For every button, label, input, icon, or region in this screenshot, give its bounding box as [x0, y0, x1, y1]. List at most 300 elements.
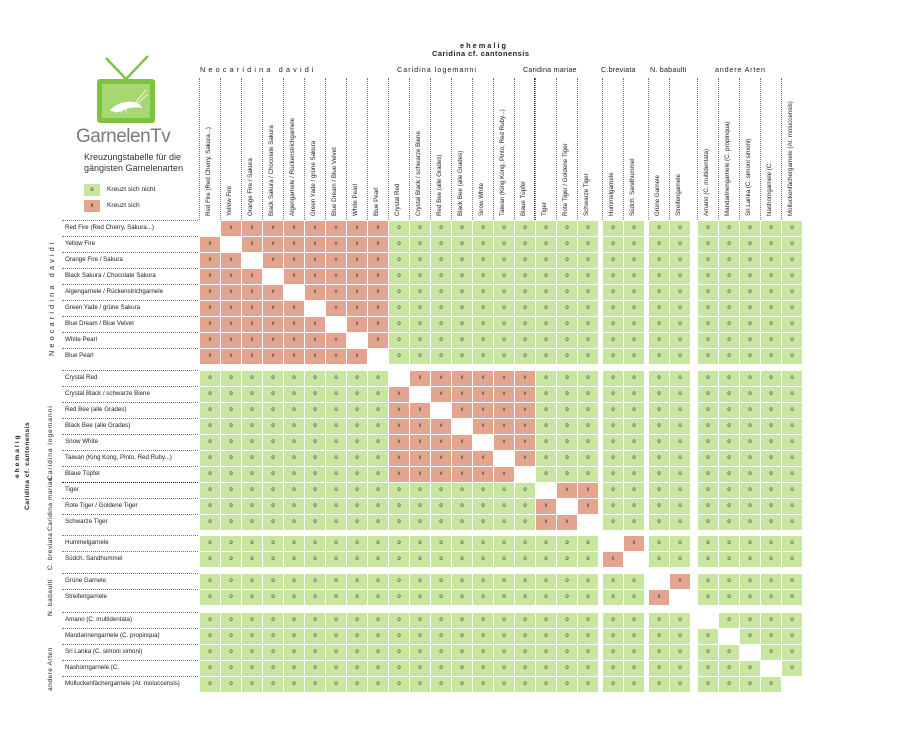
matrix-cell: o	[698, 435, 718, 450]
matrix-cell: o	[347, 574, 367, 589]
matrix-cell: x	[200, 317, 220, 332]
matrix-cell: o	[557, 613, 577, 628]
matrix-cell: o	[782, 467, 802, 482]
matrix-cell: x	[452, 387, 472, 402]
matrix-cell: o	[368, 387, 388, 402]
matrix-cell: o	[557, 451, 577, 466]
matrix-cell: o	[761, 515, 781, 530]
row-guide	[62, 332, 198, 333]
matrix-cell: o	[473, 349, 493, 364]
matrix-cell: x	[368, 333, 388, 348]
matrix-cell: o	[452, 552, 472, 567]
matrix-cell: o	[761, 221, 781, 236]
matrix-cell: o	[624, 515, 644, 530]
matrix-cell: o	[536, 435, 556, 450]
matrix-cell: x	[431, 435, 451, 450]
matrix-cell: o	[624, 285, 644, 300]
matrix-cell: o	[221, 574, 241, 589]
matrix-cell: o	[578, 613, 598, 628]
matrix-cell: o	[242, 661, 262, 676]
matrix-cell: o	[515, 269, 535, 284]
row-guide	[62, 628, 198, 629]
matrix-cell: o	[603, 483, 623, 498]
matrix-cell: o	[347, 499, 367, 514]
row-label: Crystal Red	[65, 374, 98, 381]
matrix-cell: o	[368, 419, 388, 434]
matrix-cell: o	[740, 552, 760, 567]
column-label: Blue Pearl	[373, 187, 380, 216]
matrix-cell: x	[305, 269, 325, 284]
matrix-cell: o	[719, 387, 739, 402]
matrix-cell: o	[326, 451, 346, 466]
matrix-cell: x	[284, 317, 304, 332]
matrix-cell: o	[698, 590, 718, 605]
matrix-cell: o	[389, 552, 409, 567]
matrix-cell: o	[431, 301, 451, 316]
matrix-cell: o	[603, 613, 623, 628]
matrix-cell: o	[536, 574, 556, 589]
matrix-cell: o	[719, 574, 739, 589]
matrix-cell: o	[389, 677, 409, 692]
row-label: Nashorngarnele (C.	[65, 664, 119, 671]
column-guide	[577, 78, 578, 220]
matrix-cell: o	[670, 371, 690, 386]
matrix-cell: o	[557, 333, 577, 348]
matrix-cell: o	[761, 333, 781, 348]
matrix-cell: x	[473, 419, 493, 434]
matrix-cell: o	[242, 677, 262, 692]
row-guide	[62, 589, 198, 590]
matrix-cell: o	[719, 221, 739, 236]
matrix-cell: o	[305, 387, 325, 402]
row-label: Black Sakura / Chocolate Sakura	[65, 272, 156, 279]
matrix-cell: o	[410, 349, 430, 364]
column-label: Tiger	[541, 202, 548, 216]
matrix-cell: o	[410, 613, 430, 628]
matrix-cell: o	[719, 419, 739, 434]
matrix-cell: o	[719, 590, 739, 605]
matrix-cell: x	[284, 237, 304, 252]
matrix-cell: o	[557, 269, 577, 284]
matrix-cell: o	[782, 371, 802, 386]
matrix-cell: o	[410, 661, 430, 676]
matrix-cell: o	[368, 590, 388, 605]
matrix-cell: o	[782, 269, 802, 284]
matrix-cell: x	[221, 301, 241, 316]
matrix-cell: o	[326, 590, 346, 605]
matrix-cell: o	[649, 451, 669, 466]
matrix-cell: o	[431, 237, 451, 252]
matrix-cell: o	[761, 301, 781, 316]
matrix-cell: x	[284, 269, 304, 284]
matrix-cell: o	[452, 613, 472, 628]
matrix-cell: o	[242, 451, 262, 466]
matrix-cell: o	[368, 536, 388, 551]
matrix-cell: o	[263, 629, 283, 644]
matrix-cell: o	[494, 677, 514, 692]
matrix-cell: o	[494, 333, 514, 348]
matrix-cell: o	[473, 483, 493, 498]
column-guide	[388, 78, 389, 220]
matrix-cell: o	[221, 645, 241, 660]
matrix-cell: o	[452, 317, 472, 332]
matrix-cell: o	[670, 285, 690, 300]
matrix-cell: o	[452, 237, 472, 252]
matrix-cell: o	[698, 317, 718, 332]
column-guide	[430, 78, 431, 220]
col-group-breviata: C.breviata	[601, 65, 636, 74]
matrix-cell: x	[326, 301, 346, 316]
top-header-cantonensis: Caridina cf. cantonensis	[432, 49, 530, 58]
matrix-cell: o	[200, 536, 220, 551]
matrix-cell: o	[284, 613, 304, 628]
matrix-cell: x	[515, 387, 535, 402]
matrix-cell: o	[452, 645, 472, 660]
matrix-cell: o	[670, 333, 690, 348]
matrix-cell: x	[410, 451, 430, 466]
matrix-cell: o	[670, 483, 690, 498]
matrix-cell: o	[305, 515, 325, 530]
matrix-cell: o	[473, 536, 493, 551]
matrix-cell: x	[431, 451, 451, 466]
matrix-cell: o	[410, 536, 430, 551]
matrix-cell: o	[578, 237, 598, 252]
matrix-cell: o	[719, 301, 739, 316]
matrix-cell: o	[536, 237, 556, 252]
column-label: Grüne Garnele	[654, 175, 661, 216]
matrix-cell: o	[578, 590, 598, 605]
matrix-cell: x	[305, 349, 325, 364]
matrix-cell: o	[221, 629, 241, 644]
column-guide	[669, 78, 670, 220]
matrix-cell: o	[515, 333, 535, 348]
matrix-cell: o	[452, 677, 472, 692]
matrix-cell: o	[557, 645, 577, 660]
matrix-cell: x	[557, 515, 577, 530]
column-label: Black Bee (alle Grades)	[457, 150, 464, 216]
matrix-cell: o	[761, 483, 781, 498]
matrix-cell: o	[305, 613, 325, 628]
matrix-cell: o	[670, 645, 690, 660]
matrix-cell: o	[670, 435, 690, 450]
matrix-cell: x	[431, 387, 451, 402]
matrix-cell: o	[719, 552, 739, 567]
matrix-cell: o	[557, 387, 577, 402]
matrix-cell: o	[494, 661, 514, 676]
matrix-cell: o	[649, 333, 669, 348]
matrix-cell: o	[578, 349, 598, 364]
matrix-cell: o	[515, 613, 535, 628]
matrix-cell: o	[698, 387, 718, 402]
matrix-cell: o	[368, 371, 388, 386]
matrix-cell: o	[410, 515, 430, 530]
column-guide	[325, 78, 326, 220]
row-guide	[62, 450, 198, 451]
matrix-cell: o	[284, 515, 304, 530]
matrix-cell: o	[368, 435, 388, 450]
matrix-cell: o	[670, 515, 690, 530]
matrix-cell: o	[782, 403, 802, 418]
column-guide	[623, 78, 624, 220]
row-guide	[62, 236, 198, 237]
matrix-cell: o	[347, 467, 367, 482]
matrix-cell: o	[698, 483, 718, 498]
matrix-cell: o	[782, 661, 802, 676]
matrix-cell: o	[221, 677, 241, 692]
matrix-cell: x	[200, 285, 220, 300]
matrix-cell: o	[473, 333, 493, 348]
matrix-cell: o	[649, 661, 669, 676]
matrix-cell: o	[557, 629, 577, 644]
matrix-cell: x	[368, 269, 388, 284]
matrix-cell: x	[242, 269, 262, 284]
matrix-cell: o	[649, 253, 669, 268]
matrix-cell: x	[368, 317, 388, 332]
matrix-cell: o	[200, 629, 220, 644]
row-guide	[62, 252, 198, 253]
row-group-mariae: Caridina mariae	[47, 476, 54, 531]
matrix-cell: o	[624, 253, 644, 268]
matrix-cell: o	[284, 403, 304, 418]
matrix-cell: x	[347, 285, 367, 300]
matrix-cell: o	[670, 467, 690, 482]
matrix-cell: x	[326, 349, 346, 364]
matrix-cell: o	[368, 499, 388, 514]
matrix-cell: o	[200, 613, 220, 628]
matrix-cell: o	[347, 629, 367, 644]
matrix-cell: o	[603, 237, 623, 252]
column-guide	[451, 78, 452, 220]
column-guide	[648, 78, 649, 220]
matrix-cell: o	[284, 467, 304, 482]
matrix-cell: o	[368, 613, 388, 628]
matrix-cell: o	[761, 371, 781, 386]
matrix-cell: o	[761, 629, 781, 644]
matrix-cell: o	[494, 645, 514, 660]
matrix-cell: o	[557, 221, 577, 236]
matrix-cell	[670, 590, 690, 605]
matrix-cell: o	[761, 269, 781, 284]
matrix-cell: o	[649, 613, 669, 628]
matrix-cell: o	[740, 253, 760, 268]
matrix-cell: x	[452, 371, 472, 386]
matrix-cell: o	[305, 552, 325, 567]
matrix-cell: o	[494, 317, 514, 332]
matrix-cell	[698, 613, 718, 628]
matrix-cell: x	[242, 301, 262, 316]
matrix-cell: o	[494, 269, 514, 284]
row-label: Amano (C. multidentata)	[65, 616, 133, 623]
matrix-cell: o	[326, 515, 346, 530]
row-label: Red Fire (Red Cherry, Sakura...)	[65, 224, 154, 231]
matrix-cell: x	[221, 253, 241, 268]
matrix-cell: o	[473, 613, 493, 628]
matrix-cell: o	[698, 451, 718, 466]
matrix-cell	[473, 435, 493, 450]
column-guide	[241, 78, 242, 220]
row-group-neocaridina: Neocaridina davidi	[47, 239, 56, 356]
matrix-cell: o	[761, 403, 781, 418]
matrix-cell: o	[578, 435, 598, 450]
matrix-cell: o	[719, 645, 739, 660]
matrix-cell: o	[603, 269, 623, 284]
matrix-cell: o	[284, 645, 304, 660]
matrix-cell: o	[263, 574, 283, 589]
mariae-row-separator	[62, 482, 198, 483]
matrix-cell	[603, 536, 623, 551]
matrix-cell: x	[284, 349, 304, 364]
matrix-cell: o	[557, 317, 577, 332]
row-guide	[62, 268, 198, 269]
column-label: Rote Tiger / Goldene Tiger	[562, 143, 569, 216]
matrix-cell: o	[263, 451, 283, 466]
matrix-cell: x	[515, 419, 535, 434]
matrix-cell: x	[263, 349, 283, 364]
matrix-cell: x	[473, 403, 493, 418]
matrix-cell: o	[347, 645, 367, 660]
matrix-cell: o	[557, 237, 577, 252]
matrix-cell: o	[740, 371, 760, 386]
matrix-cell: o	[578, 574, 598, 589]
matrix-cell: o	[536, 536, 556, 551]
matrix-cell: x	[410, 403, 430, 418]
column-label: Snow White	[478, 182, 485, 216]
matrix-cell: o	[624, 574, 644, 589]
matrix-cell: o	[515, 590, 535, 605]
matrix-cell: o	[284, 574, 304, 589]
matrix-cell: o	[624, 317, 644, 332]
matrix-cell	[221, 237, 241, 252]
matrix-cell: o	[698, 221, 718, 236]
row-label: Streifengarnele	[65, 593, 107, 600]
matrix-cell: o	[305, 661, 325, 676]
matrix-cell: o	[200, 451, 220, 466]
row-guide	[62, 220, 198, 221]
matrix-cell: o	[326, 552, 346, 567]
matrix-cell: x	[326, 333, 346, 348]
matrix-cell: o	[263, 677, 283, 692]
matrix-cell: o	[719, 269, 739, 284]
matrix-cell: o	[389, 574, 409, 589]
column-label: Amano (C. multidentata)	[703, 148, 710, 216]
matrix-cell: o	[263, 499, 283, 514]
matrix-cell: o	[761, 253, 781, 268]
matrix-cell: o	[536, 221, 556, 236]
matrix-cell: o	[761, 435, 781, 450]
row-label: Molluckenfächergarnele (At. moluccensis)	[65, 680, 180, 687]
matrix-cell: o	[452, 221, 472, 236]
row-label: Orange Fire / Sakura	[65, 256, 123, 263]
matrix-cell: o	[603, 349, 623, 364]
matrix-cell: o	[578, 467, 598, 482]
column-label: Red Bee (alle Grades)	[436, 154, 443, 216]
matrix-cell: o	[782, 419, 802, 434]
matrix-cell: o	[368, 677, 388, 692]
matrix-cell: x	[368, 301, 388, 316]
matrix-cell: o	[242, 403, 262, 418]
matrix-cell: x	[347, 349, 367, 364]
matrix-cell: o	[670, 237, 690, 252]
matrix-cell: o	[761, 317, 781, 332]
matrix-cell	[740, 645, 760, 660]
matrix-cell: o	[515, 552, 535, 567]
column-guide	[367, 78, 368, 220]
matrix-cell: x	[326, 285, 346, 300]
matrix-cell: o	[242, 613, 262, 628]
matrix-cell: o	[347, 435, 367, 450]
matrix-cell: o	[698, 371, 718, 386]
matrix-cell: o	[557, 371, 577, 386]
row-guide	[62, 284, 198, 285]
matrix-cell: o	[670, 552, 690, 567]
matrix-cell: o	[698, 574, 718, 589]
matrix-cell: o	[431, 590, 451, 605]
matrix-cell: o	[431, 317, 451, 332]
matrix-cell: o	[603, 317, 623, 332]
matrix-cell: o	[578, 387, 598, 402]
matrix-cell: o	[452, 499, 472, 514]
matrix-cell: o	[649, 645, 669, 660]
row-guide	[62, 316, 198, 317]
matrix-cell: o	[284, 677, 304, 692]
matrix-cell: o	[389, 483, 409, 498]
matrix-cell: o	[263, 371, 283, 386]
matrix-cell: o	[603, 301, 623, 316]
matrix-cell: o	[305, 645, 325, 660]
matrix-cell: o	[649, 371, 669, 386]
matrix-cell: x	[389, 435, 409, 450]
matrix-cell	[782, 677, 802, 692]
matrix-cell: o	[389, 221, 409, 236]
matrix-cell	[557, 499, 577, 514]
matrix-cell: o	[578, 221, 598, 236]
matrix-cell: o	[494, 613, 514, 628]
matrix-cell: o	[305, 499, 325, 514]
matrix-cell: o	[761, 419, 781, 434]
matrix-cell	[200, 221, 220, 236]
matrix-cell: o	[761, 574, 781, 589]
matrix-cell	[624, 552, 644, 567]
matrix-cell: o	[452, 285, 472, 300]
matrix-cell: x	[263, 253, 283, 268]
matrix-cell: o	[740, 661, 760, 676]
row-label: Rote Tiger / Goldene Tiger	[65, 502, 138, 509]
matrix-cell: o	[326, 419, 346, 434]
matrix-cell: o	[624, 435, 644, 450]
matrix-cell: o	[200, 590, 220, 605]
row-label: Sri Lanka (C. simoni simoni)	[65, 648, 143, 655]
matrix-cell: o	[649, 237, 669, 252]
matrix-cell: o	[515, 515, 535, 530]
matrix-cell	[578, 515, 598, 530]
matrix-cell: x	[347, 221, 367, 236]
matrix-cell: o	[782, 451, 802, 466]
matrix-cell: o	[494, 237, 514, 252]
matrix-cell: o	[624, 387, 644, 402]
matrix-cell: o	[740, 269, 760, 284]
matrix-cell: x	[242, 285, 262, 300]
col-group-babaulti: N. babaulti	[650, 65, 687, 74]
matrix-cell: x	[536, 515, 556, 530]
mariae-column-separator	[534, 78, 535, 220]
matrix-cell: o	[200, 483, 220, 498]
matrix-cell: x	[284, 333, 304, 348]
row-guide	[62, 386, 198, 387]
row-guide	[62, 612, 198, 613]
matrix-cell	[536, 483, 556, 498]
matrix-cell: o	[782, 552, 802, 567]
matrix-cell: o	[368, 403, 388, 418]
